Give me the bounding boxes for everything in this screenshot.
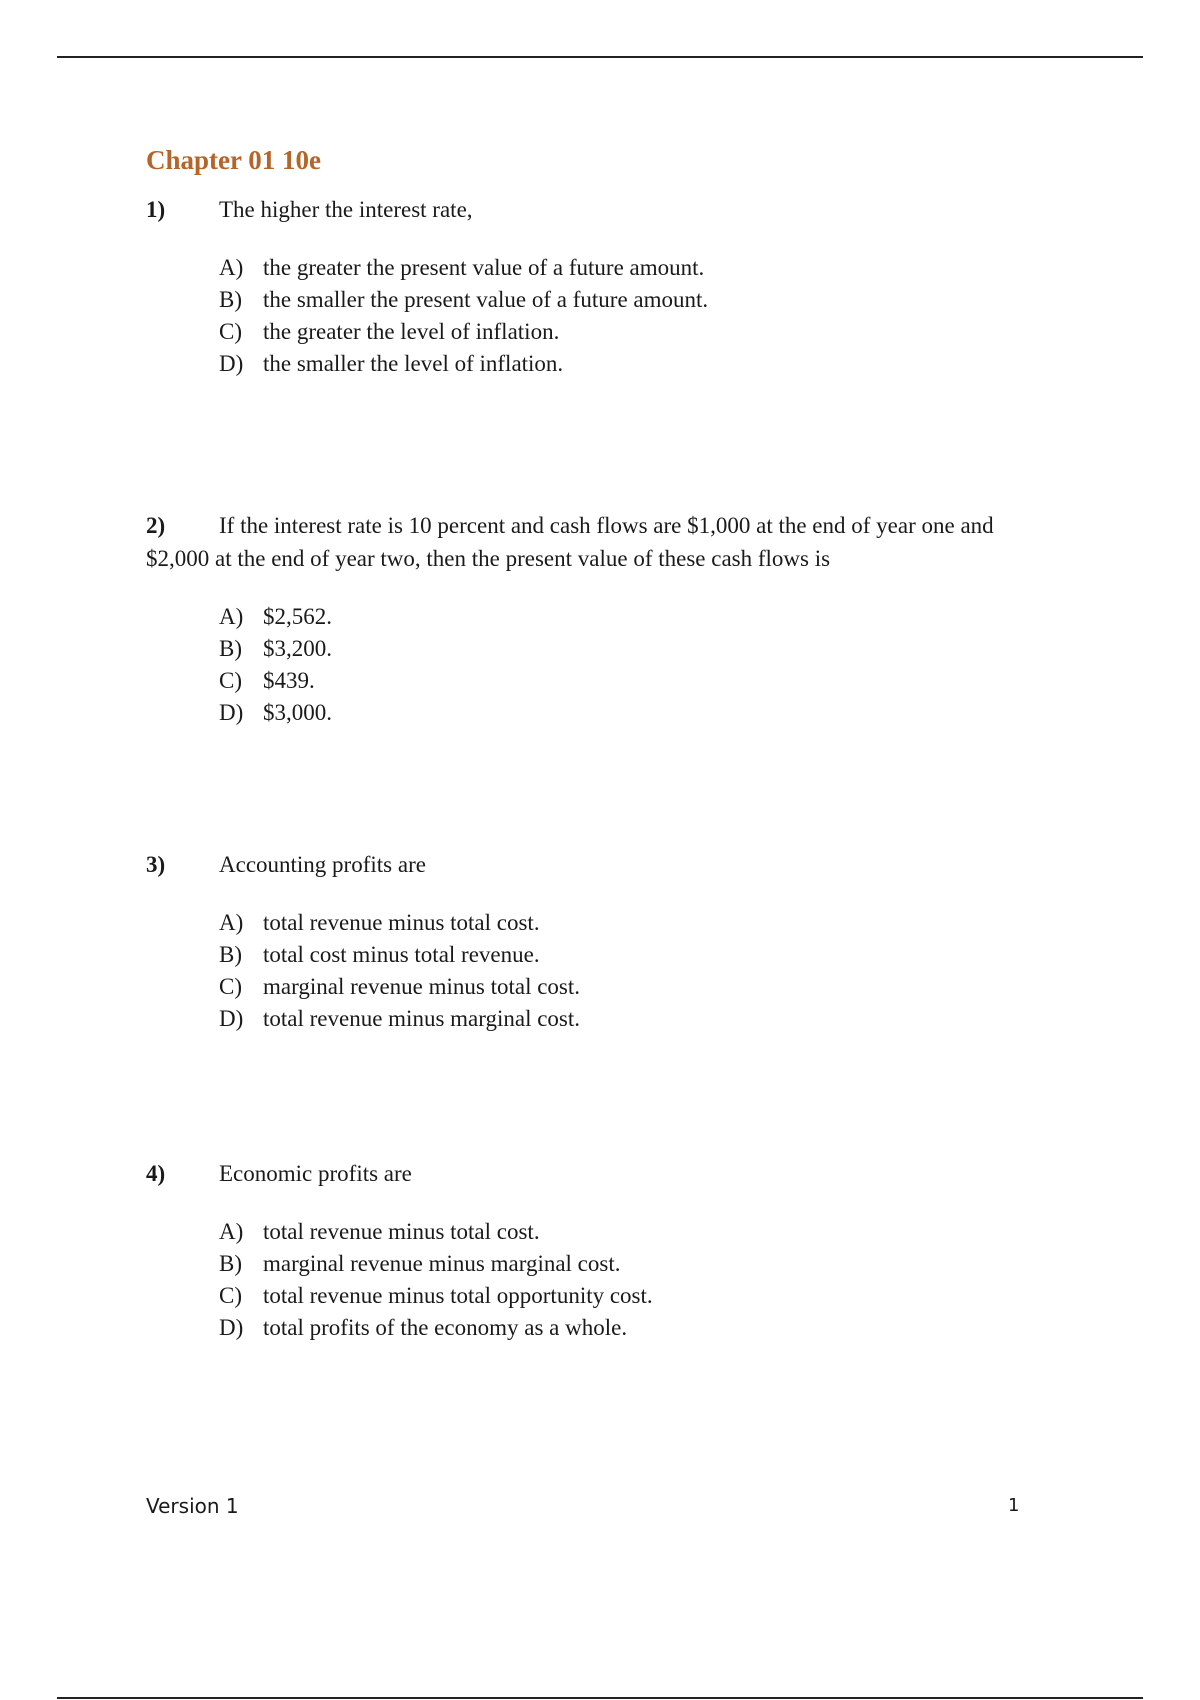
option-text: the greater the present value of a future amount. (263, 255, 705, 280)
option-text: total revenue minus total opportunity cost. (263, 1283, 653, 1308)
option-text: the smaller the level of inflation. (263, 351, 564, 376)
footer-version: Version 1 (146, 1494, 239, 1518)
option-a (219, 252, 1046, 284)
option-letter: D) (219, 700, 244, 725)
option-letter: B) (219, 942, 242, 967)
answer-options (219, 601, 1046, 729)
option-letter: B) (219, 1251, 242, 1276)
question-1 (146, 193, 1046, 380)
option-text: the greater the level of inflation. (263, 319, 560, 344)
question-number: 3) (146, 852, 166, 877)
option-letter: C) (219, 1283, 242, 1308)
question-stem: Accounting profits are (219, 852, 426, 877)
page-number: 1 (1008, 1495, 1020, 1516)
option-d (219, 697, 1046, 729)
option-letter: D) (219, 1006, 244, 1031)
question-number: 4) (146, 1161, 166, 1186)
option-b (219, 633, 1046, 665)
option-text: $3,000. (263, 700, 332, 725)
answer-options (219, 252, 1046, 380)
option-letter: C) (219, 319, 242, 344)
option-c (219, 316, 1046, 348)
answer-options (219, 907, 1046, 1035)
option-letter: B) (219, 636, 242, 661)
option-b (219, 939, 1046, 971)
question-2 (146, 509, 1046, 729)
option-text: $439. (263, 668, 315, 693)
question-3 (146, 848, 1046, 1035)
option-b (219, 1248, 1046, 1280)
option-c (219, 971, 1046, 1003)
option-d (219, 348, 1046, 380)
option-d (219, 1312, 1046, 1344)
option-text: total profits of the economy as a whole. (263, 1315, 628, 1340)
option-letter: D) (219, 351, 244, 376)
option-c (219, 1280, 1046, 1312)
option-a (219, 907, 1046, 939)
option-letter: C) (219, 668, 242, 693)
option-b (219, 284, 1046, 316)
option-text: marginal revenue minus marginal cost. (263, 1251, 621, 1276)
option-letter: A) (219, 604, 244, 629)
option-text: marginal revenue minus total cost. (263, 974, 581, 999)
chapter-title: Chapter 01 10e (146, 145, 321, 175)
option-text: total revenue minus total cost. (263, 910, 540, 935)
option-letter: A) (219, 255, 244, 280)
question-number: 1) (146, 197, 166, 222)
option-letter: A) (219, 1219, 244, 1244)
option-a (219, 601, 1046, 633)
option-text: $3,200. (263, 636, 332, 661)
header-rule (57, 56, 1143, 58)
answer-options (219, 1216, 1046, 1344)
option-letter: D) (219, 1315, 244, 1340)
question-stem: The higher the interest rate, (219, 197, 473, 222)
question-stem: Economic profits are (219, 1161, 412, 1186)
footer-rule (57, 1697, 1143, 1699)
option-text: total revenue minus marginal cost. (263, 1006, 581, 1031)
question-4 (146, 1157, 1046, 1344)
option-d (219, 1003, 1046, 1035)
option-a (219, 1216, 1046, 1248)
question-number: 2) (146, 513, 166, 538)
option-letter: B) (219, 287, 242, 312)
question-stem: If the interest rate is 10 percent and cash flows are $1,000 at the end of year one and $2,000 at the end of year two, then the present value of these cash flows is (146, 513, 994, 571)
option-letter: C) (219, 974, 242, 999)
option-c (219, 665, 1046, 697)
option-text: total cost minus total revenue. (263, 942, 540, 967)
option-text: $2,562. (263, 604, 332, 629)
option-letter: A) (219, 910, 244, 935)
option-text: total revenue minus total cost. (263, 1219, 540, 1244)
option-text: the smaller the present value of a future amount. (263, 287, 709, 312)
